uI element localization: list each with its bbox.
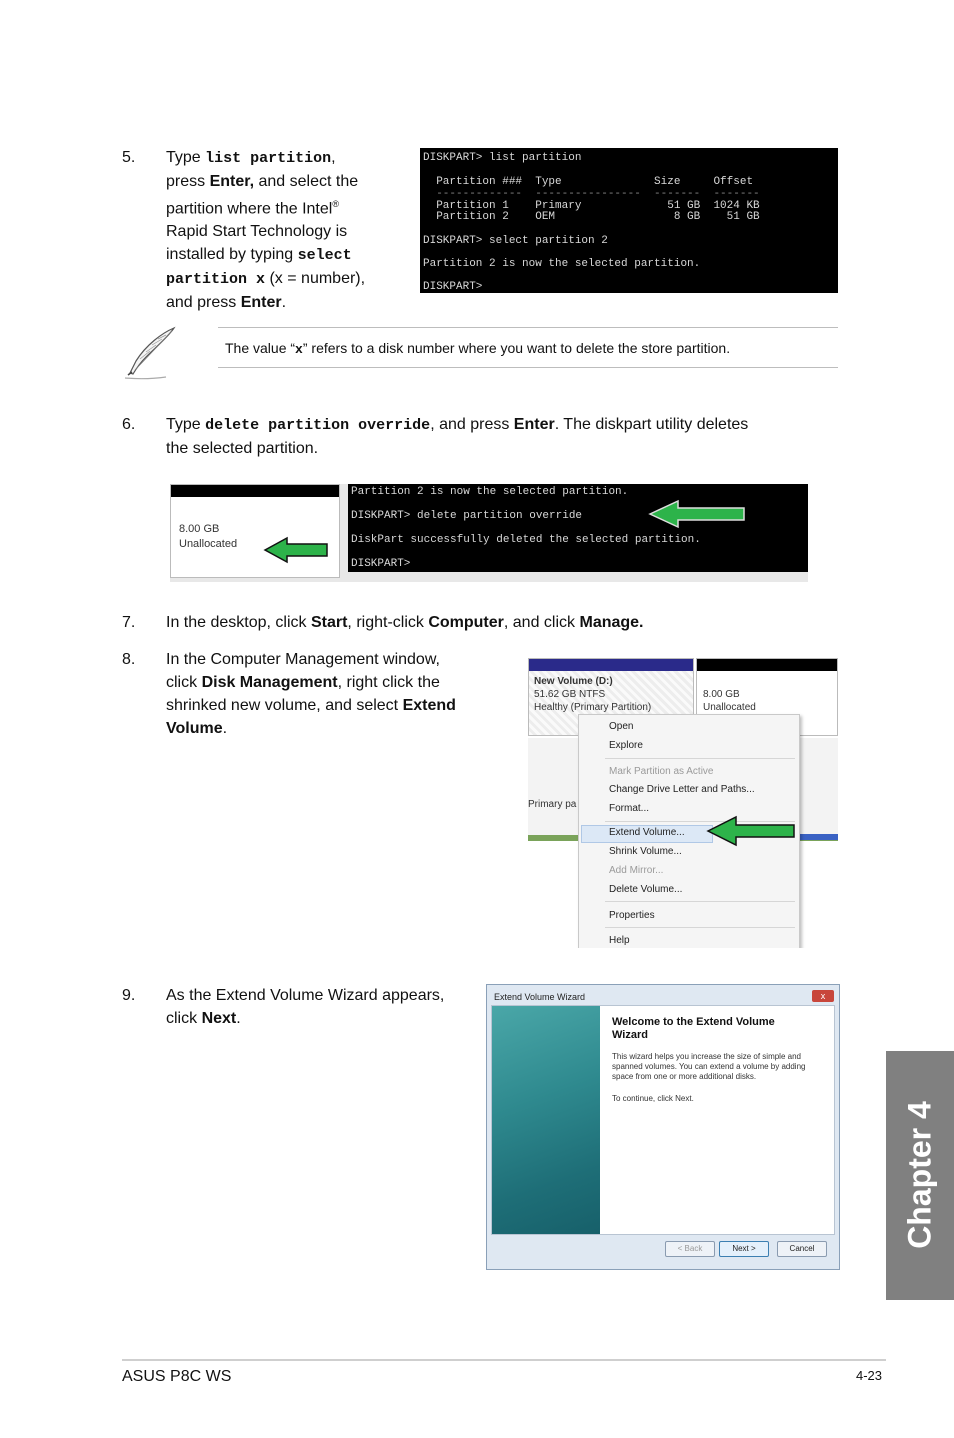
menu-item-explore[interactable]: Explore — [609, 740, 643, 751]
menu-item-change-drive-letter[interactable]: Change Drive Letter and Paths... — [609, 784, 755, 795]
step-number: 5. — [122, 149, 136, 166]
menu-item-help[interactable]: Help — [609, 935, 630, 946]
step-8-text: In the Computer Management window, click Disk Management, right click the shrinked new volume, and select Extend Volume. — [166, 651, 456, 737]
extend-volume-wizard-window — [486, 984, 840, 1270]
step-5-text: Type list partition, press Enter, and select the partition where the Intel® Rapid Start Technology is installed by typing select partition x (x = number), and press Enter. — [166, 149, 366, 312]
step-6-text: Type delete partition override, and press Enter. The diskpart utility deletes the selected partition. — [166, 416, 749, 457]
step-number: 7. — [122, 614, 136, 631]
wizard-side-banner — [492, 1006, 600, 1234]
diskpart-console-screenshot: DISKPART> list partition Partition ### Type Size Offset ------------- ---------------- ------- ------- Partition 1 Primary 51 GB 1024 KB Partition 2 OEM 8 GB 51 GB DISKPART> select partition 2 Partition 2 is now the selected partition. DISKPART> — [420, 148, 838, 293]
wizard-body — [491, 1005, 835, 1235]
wizard-continue-text: To continue, click Next. — [612, 1094, 694, 1103]
footer-rule — [122, 1359, 886, 1361]
feather-pen-icon — [122, 325, 180, 381]
step-7-text: In the desktop, click Start, right-click Computer, and click Manage. — [166, 614, 644, 631]
footer-product-name: ASUS P8C WS — [122, 1368, 232, 1385]
menu-item-open[interactable]: Open — [609, 721, 634, 732]
menu-item-extend-volume[interactable]: Extend Volume... — [609, 827, 685, 838]
wizard-title: Extend Volume Wizard — [494, 992, 586, 1002]
back-button[interactable]: < Back — [665, 1241, 715, 1257]
cancel-button[interactable]: Cancel — [777, 1241, 827, 1257]
next-button[interactable]: Next > — [719, 1241, 769, 1257]
menu-item-mark-active[interactable]: Mark Partition as Active — [609, 766, 714, 777]
menu-item-shrink-volume[interactable]: Shrink Volume... — [609, 846, 682, 857]
new-volume-box[interactable]: New Volume (D:) 51.62 GB NTFS Healthy (Primary Partition) — [528, 658, 694, 736]
delete-partition-screenshot — [170, 484, 808, 582]
close-icon[interactable]: x — [812, 990, 834, 1002]
chapter-label: Chapter 4 — [901, 1101, 938, 1249]
green-arrow-icon — [648, 498, 746, 530]
menu-item-properties[interactable]: Properties — [609, 910, 655, 921]
primary-partition-label: Primary pa — [528, 799, 577, 810]
green-arrow-icon — [706, 814, 796, 848]
note-top-rule — [218, 327, 838, 328]
wizard-description: This wizard helps you increase the size of simple and spanned volumes. You can extend a volume by adding space from one or more additional disks. — [612, 1052, 806, 1081]
menu-item-format[interactable]: Format... — [609, 803, 650, 814]
step-9-text: As the Extend Volume Wizard appears, click Next. — [166, 987, 445, 1027]
note-bottom-rule — [218, 367, 838, 368]
disk-management-screenshot — [528, 658, 838, 948]
unallocated-volume-box[interactable]: 8.00 GB Unallocated — [696, 658, 838, 736]
console-window: Partition 2 is now the selected partition. DISKPART> delete partition override DiskPart successfully deleted the selected partition. DISKPART> — [348, 484, 808, 572]
menu-item-delete-volume[interactable]: Delete Volume... — [609, 884, 683, 895]
step-number: 9. — [122, 987, 136, 1004]
menu-item-add-mirror[interactable]: Add Mirror... — [609, 865, 664, 876]
wizard-heading: Welcome to the Extend Volume Wizard — [612, 1016, 775, 1041]
note-text: The value “x” refers to a disk number where you want to delete the store partition. — [225, 340, 731, 357]
footer-page-number: 4-23 — [856, 1368, 883, 1383]
step-number: 6. — [122, 416, 136, 433]
step-number: 8. — [122, 651, 136, 668]
green-arrow-icon — [263, 535, 329, 565]
unallocated-disk-box: 8.00 GB Unallocated — [170, 484, 340, 578]
chapter-tab — [886, 1051, 954, 1300]
